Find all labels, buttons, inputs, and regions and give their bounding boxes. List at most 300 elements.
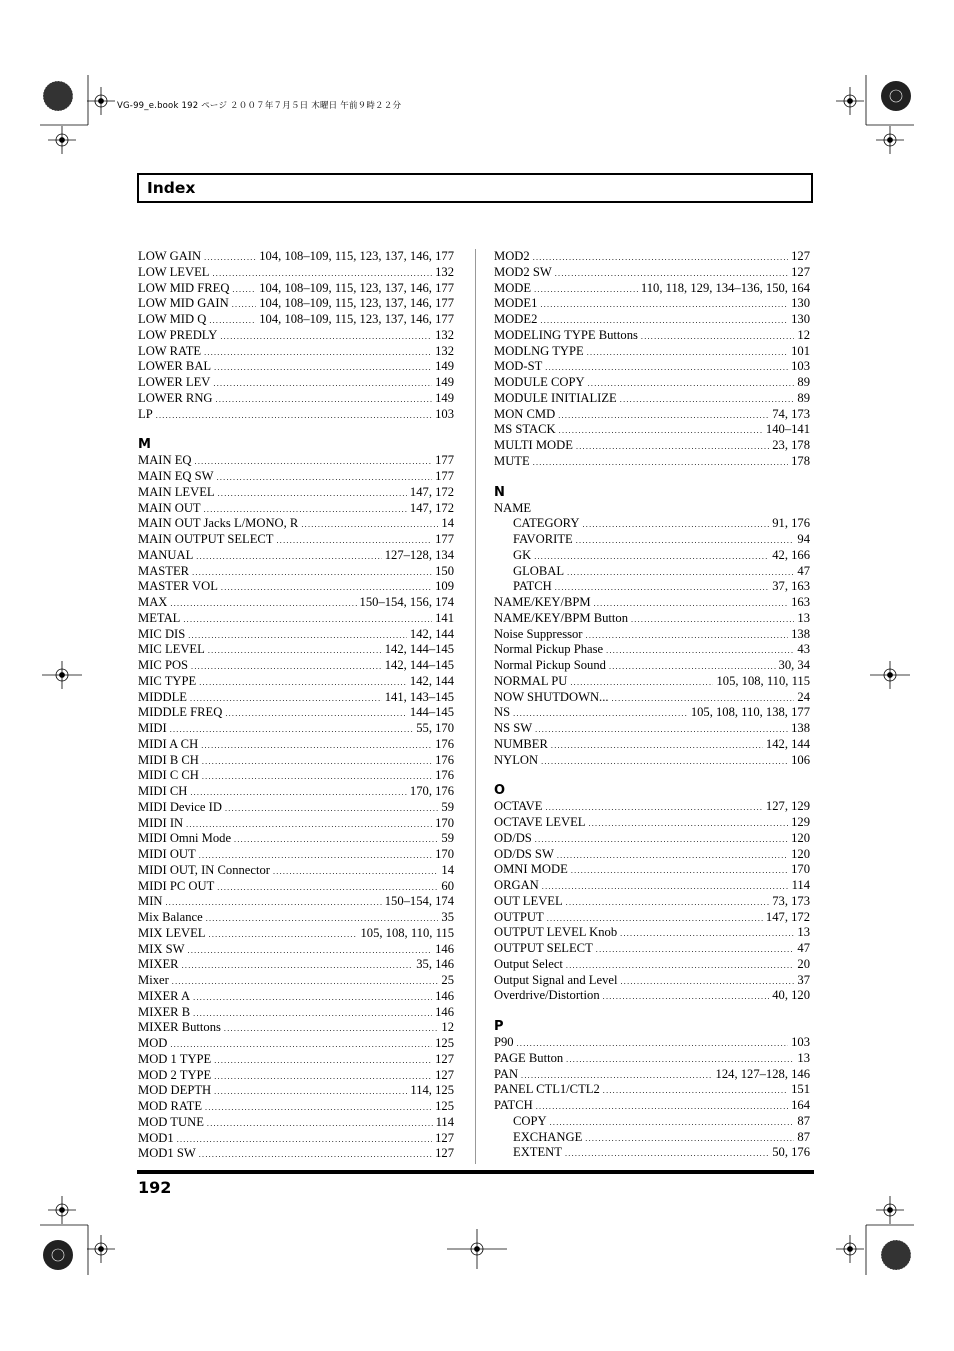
index-page-refs: 147, 172 [765, 909, 810, 924]
leader-dots [170, 722, 414, 738]
index-subentry [494, 548, 810, 564]
index-page-refs: 104, 108–109, 115, 123, 137, 146, 177 [259, 296, 454, 311]
section-title-box [137, 173, 813, 203]
index-page-refs: 142, 144 [409, 626, 454, 641]
index-page-refs: 138 [791, 721, 810, 735]
index-page-refs: 149 [435, 390, 454, 405]
index-term: Mixer [138, 973, 169, 987]
index-page-refs: 24 [797, 689, 810, 704]
index-entry [494, 674, 810, 690]
index-term: MODELING TYPE Buttons [494, 327, 638, 342]
index-term: MOD TUNE [138, 1114, 204, 1129]
index-page-refs: 127, 129 [765, 799, 810, 814]
index-page-refs: 106 [791, 752, 810, 767]
index-page-refs: 170 [791, 862, 810, 877]
index-page-refs: 142, 144 [765, 736, 810, 751]
index-term: OUT LEVEL [494, 893, 563, 908]
index-page-refs: 73, 173 [772, 893, 810, 908]
index-page-refs: 105, 108, 110, 115 [360, 925, 454, 940]
index-page-refs: 114 [791, 878, 810, 892]
index-page-refs: 150–154, 174 [384, 894, 454, 909]
print-metadata: VG-99_e.book 192 ページ ２００７年７月５日 木曜日 午前９時２２分 [117, 101, 402, 111]
index-page-refs: 50, 176 [772, 1145, 810, 1160]
index-entry [494, 847, 810, 863]
index-term: MODULE INITIALIZE [494, 390, 617, 405]
index-entry [138, 800, 454, 816]
index-term: NYLON [494, 752, 539, 767]
index-entry [138, 485, 454, 501]
leader-dots [540, 297, 788, 313]
leader-dots [204, 250, 256, 266]
index-page-refs: 104, 108–109, 115, 123, 137, 146, 177 [259, 280, 454, 295]
leader-dots [193, 990, 432, 1006]
leader-dots [199, 848, 432, 864]
index-term: NS [494, 705, 511, 720]
leader-dots [214, 1053, 432, 1069]
index-page-refs: 25 [441, 973, 454, 987]
index-term: PAN [494, 1066, 519, 1081]
leader-dots [232, 297, 257, 313]
index-term: LOW RATE [138, 343, 202, 358]
index-term: MOD RATE [138, 1099, 203, 1113]
index-term: MIDI [138, 721, 167, 735]
index-page-refs: 30, 34 [778, 658, 810, 672]
leader-dots [594, 596, 789, 612]
index-entry [138, 1099, 454, 1115]
index-term: MIXER [138, 957, 179, 972]
index-page-refs: 170 [435, 815, 454, 830]
index-term: OD/DS SW [494, 846, 554, 861]
index-entry [494, 941, 810, 957]
index-page-refs: 89 [797, 375, 810, 389]
index-term: LOWER BAL [138, 359, 212, 374]
index-entry [138, 453, 454, 469]
leader-dots [209, 927, 358, 943]
index-term: OUTPUT [494, 909, 544, 924]
index-term: MIN [138, 894, 163, 909]
index-term: MIDI PC OUT [138, 878, 215, 893]
index-letter-heading: P [494, 1019, 504, 1034]
index-entry [494, 721, 810, 737]
leader-dots [182, 958, 414, 974]
index-entry [138, 1005, 454, 1021]
index-entry [494, 878, 810, 894]
leader-dots [205, 1100, 432, 1116]
leader-dots [566, 1052, 794, 1068]
index-term: MIX SW [138, 941, 185, 956]
index-subentry [494, 579, 810, 595]
index-page-refs: 127 [435, 1146, 454, 1161]
leader-dots [566, 895, 770, 911]
index-page-refs: 130 [791, 312, 810, 326]
index-page-refs: 170, 176 [409, 784, 454, 798]
index-term: MIDI OUT [138, 847, 196, 861]
index-page-refs: 125 [435, 1099, 454, 1113]
index-entry [138, 532, 454, 548]
index-page-refs: 104, 108–109, 115, 123, 137, 146, 177 [259, 249, 454, 263]
leader-dots [555, 266, 788, 282]
leader-dots [541, 754, 788, 770]
leader-dots [191, 659, 382, 675]
index-term: Normal Pickup Phase [494, 642, 604, 657]
index-page-refs: 138 [791, 626, 810, 641]
leader-dots [603, 1083, 788, 1099]
index-term: LOWER LEV [138, 375, 211, 389]
leader-dots [206, 911, 439, 927]
index-page-refs: 120 [791, 846, 810, 861]
index-page-refs: 124, 127–128, 146 [715, 1066, 810, 1081]
leader-dots [232, 282, 256, 298]
leader-dots [225, 801, 438, 817]
index-entry [138, 847, 454, 863]
index-page-refs: 176 [435, 768, 454, 783]
leader-dots [576, 533, 795, 549]
leader-dots [558, 408, 769, 424]
index-entry [138, 642, 454, 658]
index-term: EXTENT [513, 1145, 562, 1160]
index-entry [494, 501, 810, 517]
index-page-refs: 105, 108, 110, 115 [716, 673, 810, 688]
index-entry [494, 611, 810, 627]
index-entry [138, 249, 454, 265]
index-term: MIXER Buttons [138, 1020, 221, 1035]
index-term: MS STACK [494, 422, 556, 437]
leader-dots [224, 1021, 438, 1037]
index-page-refs: 130 [791, 296, 810, 311]
index-entry [138, 1083, 454, 1099]
index-term: FAVORITE [513, 532, 573, 546]
index-term: LOW PREDLY [138, 327, 218, 342]
index-entry [138, 265, 454, 281]
leader-dots [612, 691, 795, 707]
index-term: MAIN OUTPUT SELECT [138, 532, 274, 546]
index-term: LOW MID FREQ [138, 280, 230, 295]
index-term: MOD DEPTH [138, 1083, 212, 1098]
index-page-refs: 177 [435, 532, 454, 546]
index-entry [138, 1146, 454, 1162]
index-page-refs: 146 [435, 1004, 454, 1019]
index-term: GLOBAL [513, 563, 565, 578]
index-term: MAIN EQ SW [138, 469, 214, 483]
index-term: MOD2 SW [494, 264, 552, 279]
index-entry [494, 690, 810, 706]
index-page-refs: 132 [435, 327, 454, 342]
index-page-refs: 105, 108, 110, 138, 177 [690, 705, 810, 720]
index-page-refs: 144–145 [409, 705, 454, 720]
leader-dots [214, 1084, 407, 1100]
leader-dots [521, 1068, 713, 1084]
index-page-refs: 147, 172 [409, 484, 454, 499]
index-page-refs: 176 [435, 736, 454, 751]
index-entry [138, 281, 454, 297]
index-entry [138, 690, 454, 706]
index-term: Mix Balance [138, 910, 203, 924]
index-page-refs: 40, 120 [772, 988, 810, 1003]
leader-dots [566, 958, 795, 974]
index-subentry [494, 1145, 810, 1161]
index-page-refs: 35 [441, 910, 454, 924]
leader-dots [221, 580, 432, 596]
index-term: MIC TYPE [138, 673, 197, 688]
leader-dots [540, 313, 788, 329]
index-page-refs: 94 [797, 532, 810, 546]
index-term: Noise Suppressor [494, 626, 583, 641]
index-subentry [494, 564, 810, 580]
leader-dots [217, 880, 438, 896]
index-entry [494, 422, 810, 438]
page-number: 192 [138, 1178, 172, 1197]
leader-dots [535, 832, 788, 848]
index-entry [138, 1036, 454, 1052]
index-term: MAIN OUT Jacks L/MONO, R [138, 516, 299, 531]
leader-dots [214, 360, 432, 376]
index-term: NORMAL PU [494, 673, 568, 688]
index-page-refs: 164 [791, 1098, 810, 1112]
index-page-refs: 37, 163 [772, 579, 810, 594]
index-entry [494, 1082, 810, 1098]
index-term: NAME/KEY/BPM [494, 595, 591, 609]
leader-dots [204, 345, 432, 361]
index-term: MOD1 SW [138, 1146, 196, 1161]
index-page-refs: 103 [791, 359, 810, 374]
index-entry [138, 595, 454, 611]
index-entry [138, 312, 454, 328]
index-page-refs: 132 [435, 264, 454, 279]
index-page-refs: 120 [791, 830, 810, 845]
index-page-refs: 47 [797, 941, 810, 955]
index-term: OUTPUT SELECT [494, 941, 593, 955]
leader-dots [192, 565, 432, 581]
leader-dots [603, 989, 770, 1005]
index-entry [138, 407, 454, 423]
index-term: OCTAVE [494, 799, 543, 814]
index-term: MOD [138, 1036, 168, 1050]
index-entry [494, 815, 810, 831]
index-term: MIDI IN [138, 815, 184, 830]
index-term: LOW LEVEL [138, 264, 210, 279]
index-term: NAME [494, 500, 532, 515]
index-term: MASTER VOL [138, 579, 218, 594]
index-term: MIDI B CH [138, 752, 199, 767]
index-entry [138, 1115, 454, 1131]
index-entry [138, 674, 454, 690]
index-entry [138, 548, 454, 564]
index-page-refs: 35, 146 [416, 957, 454, 972]
index-page-refs: 55, 170 [416, 721, 454, 735]
index-entry [494, 957, 810, 973]
index-entry [494, 705, 810, 721]
leader-dots [156, 408, 432, 424]
index-entry [138, 894, 454, 910]
index-term: OMNI MODE [494, 862, 568, 877]
index-entry [138, 784, 454, 800]
index-term: Output Signal and Level [494, 972, 618, 987]
leader-dots [195, 454, 433, 470]
leader-dots [166, 895, 382, 911]
index-page-refs: 14 [441, 516, 454, 531]
index-term: P90 [494, 1035, 514, 1049]
leader-dots [555, 580, 769, 596]
leader-dots [177, 1132, 432, 1148]
index-term: MIDDLE [138, 689, 187, 704]
index-entry [138, 831, 454, 847]
index-page-refs: 129 [791, 815, 810, 829]
index-page-refs: 23, 178 [772, 438, 810, 452]
index-subentry [494, 516, 810, 532]
leader-dots [588, 376, 795, 392]
index-page-refs: 13 [797, 610, 810, 625]
index-entry [138, 579, 454, 595]
index-page-refs: 146 [435, 941, 454, 956]
index-page-refs: 150 [435, 563, 454, 578]
index-term: MIXER B [138, 1004, 191, 1019]
index-entry [138, 753, 454, 769]
leader-dots [220, 329, 432, 345]
index-entry [494, 1098, 810, 1114]
index-page-refs: 114 [435, 1114, 454, 1129]
index-term: MOD 2 TYPE [138, 1067, 212, 1082]
leader-dots [533, 455, 788, 471]
index-page-refs: 142, 144 [409, 673, 454, 688]
index-subentry [494, 1130, 810, 1146]
index-term: OUTPUT LEVEL Knob [494, 925, 618, 940]
index-page-refs: 146 [435, 988, 454, 1003]
leader-dots [517, 1036, 789, 1052]
index-page-refs: 47 [797, 563, 810, 578]
page-title: Index [147, 179, 196, 197]
index-page-refs: 12 [441, 1020, 454, 1035]
index-entry [494, 344, 810, 360]
index-entry [138, 501, 454, 517]
leader-dots [596, 942, 795, 958]
leader-dots [190, 785, 407, 801]
index-term: MIDI CH [138, 784, 188, 798]
index-entry [494, 438, 810, 454]
leader-dots [576, 439, 769, 455]
index-page-refs: 87 [797, 1113, 810, 1128]
index-entry [494, 1067, 810, 1083]
index-term: MIC DIS [138, 626, 186, 641]
index-entry [494, 862, 810, 878]
index-term: MAX [138, 595, 168, 609]
leader-dots [218, 486, 407, 502]
index-term: LOW MID GAIN [138, 296, 229, 311]
index-page-refs: 127 [435, 1051, 454, 1066]
footer-rule [137, 1170, 814, 1174]
index-page-refs: 177 [435, 469, 454, 483]
index-page-refs: 20 [797, 956, 810, 971]
index-page-refs: 74, 173 [772, 406, 810, 421]
index-page-refs: 87 [797, 1129, 810, 1144]
leader-dots [207, 1116, 433, 1132]
leader-dots [201, 738, 432, 754]
leader-dots [587, 345, 788, 361]
leader-dots [216, 392, 433, 408]
index-entry [138, 296, 454, 312]
index-term: NS SW [494, 721, 533, 735]
leader-dots [186, 817, 432, 833]
index-term: MODE2 [494, 312, 538, 326]
leader-dots [273, 864, 438, 880]
index-term: MIDDLE FREQ [138, 705, 223, 720]
index-term: MAIN EQ [138, 453, 192, 468]
index-term: OD/DS [494, 830, 532, 845]
index-page-refs: 42, 166 [772, 547, 810, 562]
leader-dots [225, 706, 407, 722]
index-page-refs: 13 [797, 925, 810, 940]
index-page-refs: 142, 144–145 [384, 642, 454, 657]
leader-dots [204, 502, 407, 518]
index-entry [494, 910, 810, 926]
index-entry [494, 831, 810, 847]
index-entry [138, 344, 454, 360]
index-term: MOD 1 TYPE [138, 1051, 212, 1066]
leader-dots [301, 517, 438, 533]
index-term: MANUAL [138, 547, 194, 562]
index-term: MIDI C CH [138, 768, 199, 783]
index-term: NUMBER [494, 736, 548, 751]
index-term: CATEGORY [513, 516, 580, 531]
index-term: MIC LEVEL [138, 642, 205, 657]
leader-dots [585, 1131, 794, 1147]
index-page-refs: 91, 176 [772, 516, 810, 531]
index-entry [138, 469, 454, 485]
index-entry [494, 658, 810, 674]
index-entry [494, 328, 810, 344]
index-entry [138, 1131, 454, 1147]
leader-dots [196, 549, 381, 565]
index-page-refs: 114, 125 [410, 1083, 454, 1098]
leader-dots [536, 1099, 788, 1115]
index-term: MIDI A CH [138, 736, 199, 751]
index-entry [138, 768, 454, 784]
leader-dots [586, 628, 789, 644]
index-term: OCTAVE LEVEL [494, 815, 586, 829]
leader-dots [641, 329, 795, 345]
index-term: MODULE COPY [494, 375, 585, 389]
column-divider [475, 249, 476, 1164]
index-page-refs: 127 [435, 1130, 454, 1145]
leader-dots [170, 596, 356, 612]
leader-dots [188, 628, 407, 644]
index-term: MIDI Omni Mode [138, 831, 232, 846]
index-page-refs: 104, 108–109, 115, 123, 137, 146, 177 [259, 312, 454, 326]
index-entry [138, 658, 454, 674]
index-page-refs: 178 [791, 453, 810, 468]
index-page-refs: 13 [797, 1050, 810, 1065]
index-term: GK [513, 547, 532, 562]
index-entry [138, 328, 454, 344]
index-entry [138, 1068, 454, 1084]
index-entry [494, 753, 810, 769]
index-entry [138, 1052, 454, 1068]
index-page-refs: 132 [435, 343, 454, 358]
index-page-refs: 127–128, 134 [384, 547, 454, 562]
leader-dots [620, 926, 794, 942]
index-term: PATCH [513, 579, 552, 594]
leader-dots [606, 643, 794, 659]
index-term: MOD2 [494, 249, 530, 263]
index-page-refs: 125 [435, 1036, 454, 1050]
leader-dots [631, 612, 794, 628]
index-entry [138, 910, 454, 926]
leader-dots [545, 360, 788, 376]
index-term: EXCHANGE [513, 1129, 583, 1144]
index-term: MODLNG TYPE [494, 343, 584, 358]
leader-dots [533, 250, 788, 266]
index-page-refs: 14 [441, 862, 454, 877]
leader-dots [277, 533, 433, 549]
